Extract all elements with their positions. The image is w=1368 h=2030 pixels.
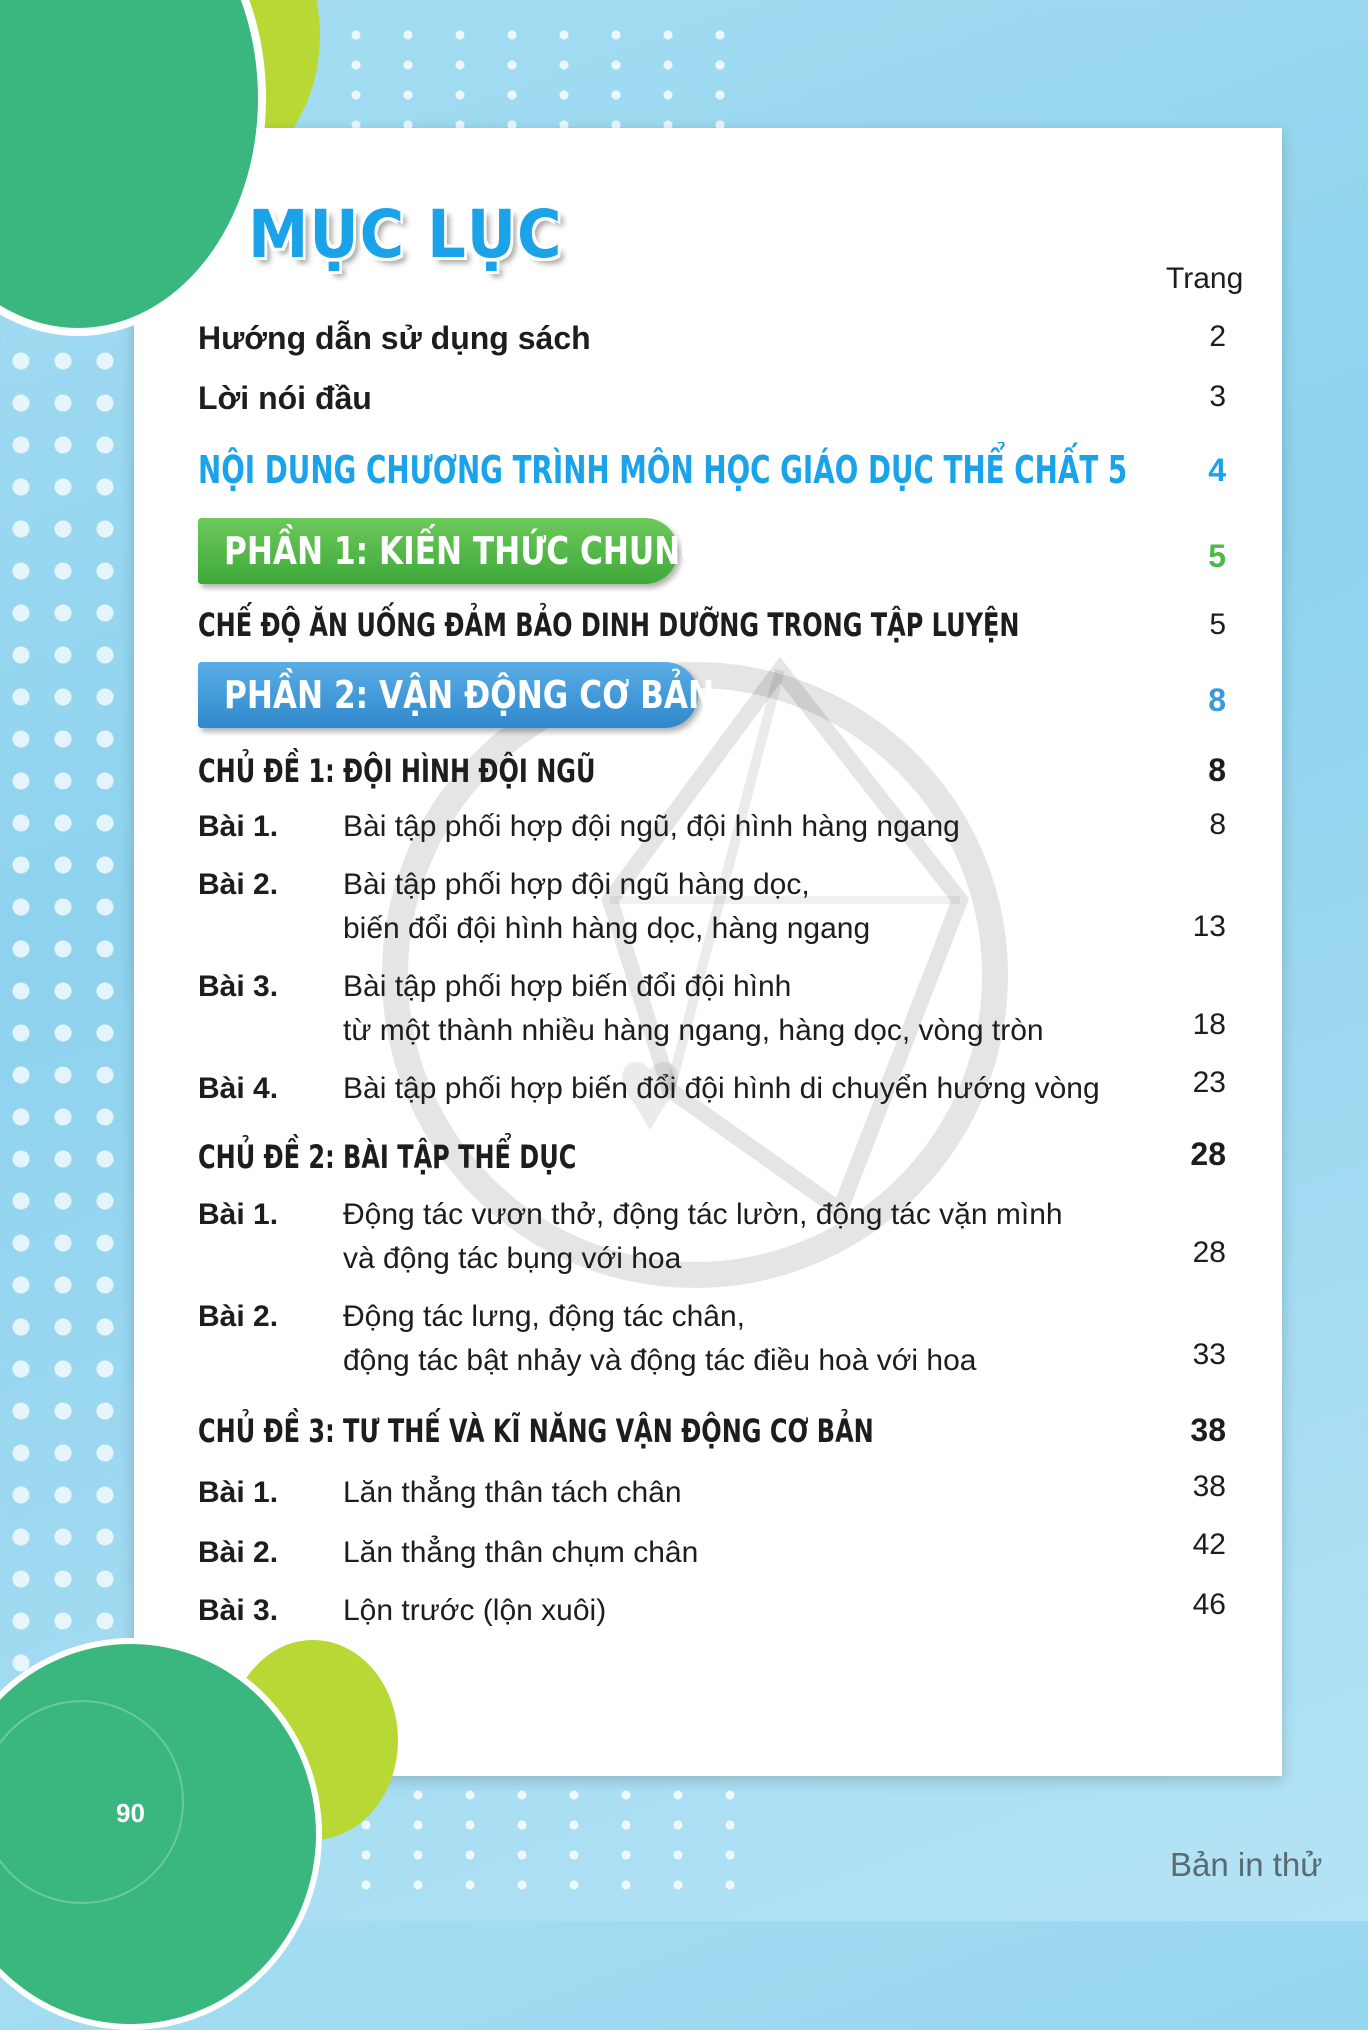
toc-lesson-num: Bài 4. bbox=[198, 1072, 279, 1105]
part2-banner bbox=[198, 662, 715, 728]
toc-lesson-page: 42 bbox=[1192, 1528, 1226, 1561]
toc-page-noi-dung: 4 bbox=[1208, 452, 1226, 488]
dot-pattern-bottom bbox=[340, 1780, 760, 1890]
toc-page-che-do: 5 bbox=[1209, 608, 1226, 641]
toc-page-huong-dan: 2 bbox=[1209, 320, 1226, 353]
dot-pattern-top bbox=[330, 20, 750, 130]
page-title: MỤC LỤC bbox=[248, 196, 563, 273]
toc-lesson-num: Bài 1. bbox=[198, 1476, 279, 1509]
toc-lesson-title: Lộn trước (lộn xuôi) bbox=[343, 1594, 607, 1627]
toc-page-chu-de3: 38 bbox=[1190, 1412, 1226, 1448]
toc-lesson-num: Bài 1. bbox=[198, 1198, 279, 1231]
toc-lesson-page: 46 bbox=[1192, 1588, 1226, 1621]
toc-lesson-title: Lăn thẳng thân chụm chân bbox=[343, 1536, 699, 1569]
toc-entry-chu-de1: CHỦ ĐỀ 1: ĐỘI HÌNH ĐỘI NGŨ bbox=[198, 752, 596, 790]
toc-lesson-num: Bài 3. bbox=[198, 970, 279, 1003]
toc-lesson-title: Động tác vươn thở, động tác lườn, động tác vặn mình bbox=[343, 1198, 1063, 1231]
toc-lesson-page: 8 bbox=[1209, 808, 1226, 841]
toc-lesson-title: Lăn thẳng thân tách chân bbox=[343, 1476, 682, 1509]
page-number: 90 bbox=[116, 1798, 145, 1828]
part1-banner-label: PHẦN 1: KIẾN THỨC CHUNG bbox=[224, 529, 706, 573]
toc-page-chu-de1: 8 bbox=[1208, 752, 1226, 788]
toc-lesson-page: 33 bbox=[1192, 1338, 1226, 1371]
toc-lesson-num: Bài 2. bbox=[198, 1300, 279, 1333]
toc-entry-noi-dung: NỘI DUNG CHƯƠNG TRÌNH MÔN HỌC GIÁO DỤC THỂ CHẤT 5 bbox=[198, 448, 1128, 492]
toc-lesson-num: Bài 2. bbox=[198, 868, 279, 901]
toc-entry-chu-de3: CHỦ ĐỀ 3: TƯ THẾ VÀ KĨ NĂNG VẬN ĐỘNG CƠ BẢN bbox=[198, 1412, 874, 1450]
toc-lesson-title: Bài tập phối hợp đội ngũ, đội hình hàng ngang bbox=[343, 810, 960, 843]
toc-lesson-title: Động tác lưng, động tác chân, bbox=[343, 1300, 746, 1333]
toc-lesson-page: 28 bbox=[1192, 1236, 1226, 1269]
toc-entry-huong-dan: Hướng dẫn sử dụng sách bbox=[198, 320, 591, 356]
page-column-label: Trang bbox=[1166, 262, 1244, 295]
toc-page-phan1: 5 bbox=[1208, 538, 1226, 574]
part1-banner bbox=[198, 518, 706, 584]
toc-entry-che-do: CHẾ ĐỘ ĂN UỐNG ĐẢM BẢO DINH DƯỠNG TRONG TẬP LUYỆN bbox=[198, 606, 1020, 644]
toc-lesson-title: Bài tập phối hợp biến đổi đội hình bbox=[343, 970, 792, 1003]
toc-entry-chu-de2: CHỦ ĐỀ 2: BÀI TẬP THỂ DỤC bbox=[198, 1138, 577, 1176]
part2-banner-label: PHẦN 2: VẬN ĐỘNG CƠ BẢN bbox=[224, 673, 715, 717]
toc-page-chu-de2: 28 bbox=[1190, 1136, 1226, 1172]
toc-lesson-num: Bài 2. bbox=[198, 1536, 279, 1569]
toc-lesson-title-line2: từ một thành nhiều hàng ngang, hàng dọc, vòng tròn bbox=[343, 1014, 1044, 1047]
toc-lesson-title: Bài tập phối hợp biến đổi đội hình di chuyển hướng vòng bbox=[343, 1072, 1100, 1105]
dot-pattern-left bbox=[0, 340, 140, 1720]
toc-entry-loi-noi-dau: Lời nói đầu bbox=[198, 380, 372, 416]
toc-lesson-num: Bài 1. bbox=[198, 810, 279, 843]
toc-lesson-page: 13 bbox=[1192, 910, 1226, 943]
toc-lesson-title-line2: động tác bật nhảy và động tác điều hoà với hoa bbox=[343, 1344, 977, 1377]
toc-lesson-page: 23 bbox=[1192, 1066, 1226, 1099]
footer-note: Bản in thử bbox=[1170, 1846, 1323, 1883]
toc-page-phan2: 8 bbox=[1208, 682, 1226, 718]
toc-page-loi-noi-dau: 3 bbox=[1209, 380, 1226, 413]
toc-lesson-title: Bài tập phối hợp đội ngũ hàng dọc, bbox=[343, 868, 810, 901]
toc-lesson-page: 38 bbox=[1192, 1470, 1226, 1503]
toc-lesson-title-line2: và động tác bụng với hoa bbox=[343, 1242, 682, 1275]
toc-lesson-num: Bài 3. bbox=[198, 1594, 279, 1627]
toc-lesson-title-line2: biến đổi đội hình hàng dọc, hàng ngang bbox=[343, 912, 871, 945]
toc-lesson-page: 18 bbox=[1192, 1008, 1226, 1041]
